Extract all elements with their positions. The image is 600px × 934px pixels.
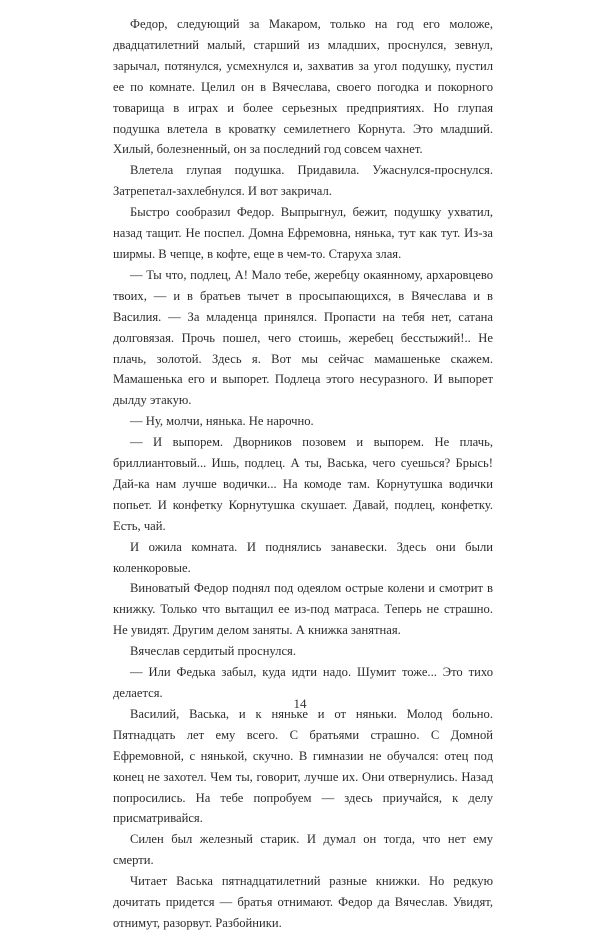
paragraph: — Ну, молчи, нянька. Не нарочно. <box>130 414 314 429</box>
paragraph: — Ты что, подлец, А! Мало тебе, жеребцу окаянному, архаровцево твоих, — и в братьев тычет в просыпающихся, в Вячеслава и в Василия. — За младенца принялся. Пропасти на тебя нет, сатана долговязая. Прочь пошел, чего стоишь, жеребец бесстыжий!.. Не плачь, золотой. Здесь я. Вот мы сейчас мамашеньке скажем. Мамашенька его и выпорет. Подлеца этого несуразного. И выпорет дылду этакую. <box>113 267 493 408</box>
paragraph: — И выпорем. Дворников позовем и выпорем. Не плачь, бриллиантовый... Ишь, подлец. А ты, Васька, чего суешься? Брысь! Дай-ка нам лучше водички... На комоде там. Корнутушка водички попьет. И конфетку Корнутушка скушает. Давай, подлец, конфетку. Есть, чай. <box>113 435 493 533</box>
paragraph: Силен был железный старик. И думал он тогда, что нет ему смерти. <box>113 832 493 868</box>
paragraph: Виноватый Федор поднял под одеялом острые колени и смотрит в книжку. Только что вытащил ее из-под матраса. Теперь не страшно. Не увидят. Другим делом заняты. А книжка занятная. <box>113 581 493 638</box>
paragraph: Василий, Васька, и к няньке и от няньки. Молод больно. Пятнадцать лет ему всего. С братьями страшно. С Домной Ефремовной, с нянькой, скучно. В гимназии не обучался: отец под конец не захотел. Чем ты, говорит, лучше их. Они отвернулись. Назад попросились. На тебе попробуем — здесь приучайся, к делу присматривайся. <box>113 706 493 826</box>
page-body-text <box>113 14 493 934</box>
paragraph: Влетела глупая подушка. Придавила. Ужаснулся-проснулся. Затрепетал-захлебнулся. И вот закричал. <box>113 163 493 199</box>
paragraph: Читает Васька пятнадцатилетний разные книжки. Но редкую дочитать придется — братья отнимают. Федор да Вячеслав. Увидят, отнимут, разорвут. Разбойники. <box>113 874 493 930</box>
paragraph: И ожила комната. И поднялись занавески. Здесь они были коленкоровые. <box>113 539 493 575</box>
page-number: 14 <box>293 696 307 711</box>
paragraph: Федор, следующий за Макаром, только на год его моложе, двадцатилетний малый, старший из младших, проснулся, зевнул, зарычал, потянулся, усмехнулся и, захватив за угол подушку, пустил ее по комнате. Целил он в Вячеслава, своего погодка и покорного товарища в играх и более серьезных предприятиях. Но глупая подушка влетела в кроватку семилетнего Корнута. Это младший. Хилый, болезненный, он за последний год совсем чахнет. <box>113 17 493 157</box>
paragraph: Вячеслав сердитый проснулся. <box>130 644 296 659</box>
paragraph: — Или Федька забыл, куда идти надо. Шумит тоже... Это тихо делается. <box>113 665 493 700</box>
paragraph: Быстро сообразил Федор. Выпрыгнул, бежит, подушку ухватил, назад тащит. Не поспел. Домна Ефремовна, нянька, тут как тут. Из-за ширмы. В чепце, в кофте, еще в чем-то. Старуха злая. <box>113 205 493 261</box>
